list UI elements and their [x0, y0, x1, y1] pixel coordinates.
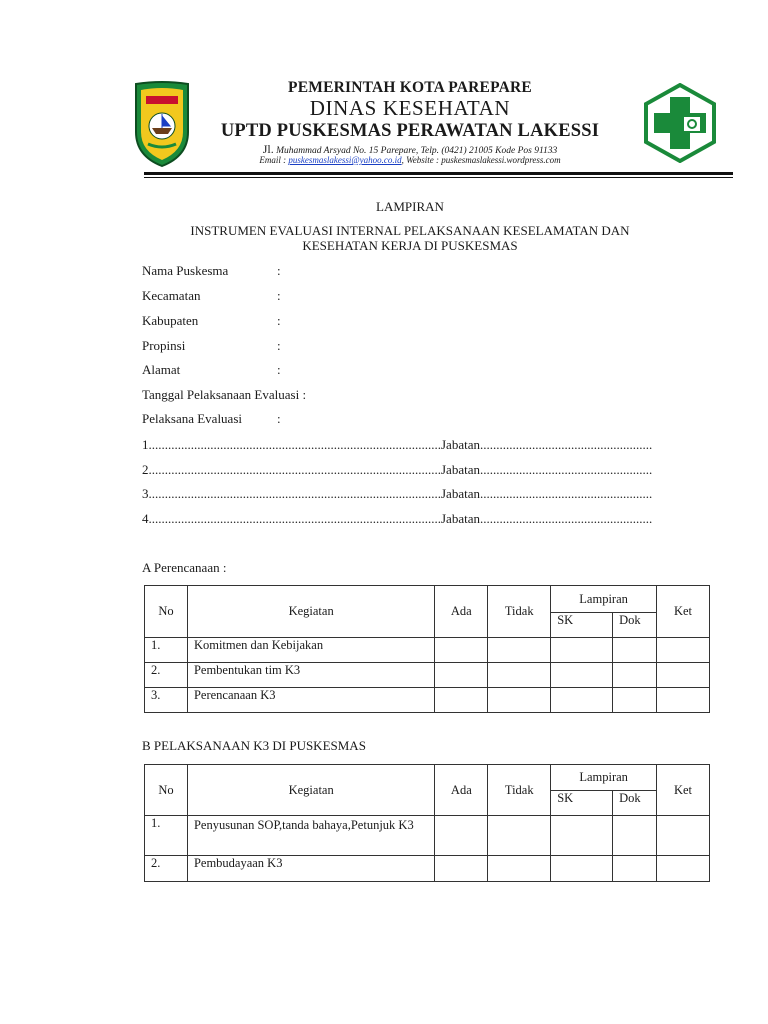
cell-ada[interactable] [435, 663, 488, 688]
cell-tidak[interactable] [488, 816, 551, 856]
cell-tidak[interactable] [488, 688, 551, 713]
section-a-title: A Perencanaan : [142, 560, 227, 575]
letterhead-unit: UPTD PUSKESMAS PERAWATAN LAKESSI [220, 121, 600, 141]
letterhead-contact: Email : puskesmaslakessi@yahoo.co.id, Website : puskesmaslakessi.wordpress.com [259, 155, 561, 165]
cell-ket[interactable] [657, 663, 710, 688]
table-row [145, 816, 710, 856]
cell-ada[interactable] [435, 816, 488, 856]
label-propinsi: Propinsi [142, 338, 186, 353]
cell-ada[interactable] [435, 856, 488, 882]
row-no: 1. [145, 638, 188, 663]
header-no: No [145, 765, 188, 816]
colon: : [277, 288, 281, 303]
title-line-2: KESEHATAN KERJA DI PUSKESMAS [302, 238, 518, 253]
cell-sk[interactable] [551, 663, 613, 688]
label-alamat: Alamat [142, 362, 181, 377]
table-row [145, 663, 710, 688]
header-kegiatan: Kegiatan [187, 586, 434, 638]
label-pelaksana-evaluasi: Pelaksana Evaluasi [142, 411, 242, 426]
title-lampiran: LAMPIRAN [376, 199, 444, 214]
website-text: Website : puskesmaslakessi.wordpress.com [406, 155, 561, 165]
row-no: 1. [145, 816, 188, 856]
row-kegiatan: Pembudayaan K3 [187, 856, 434, 882]
colon: : [277, 263, 281, 278]
header-ket: Ket [657, 765, 710, 816]
section-b-title: B PELAKSANAAN K3 DI PUSKESMAS [142, 738, 366, 753]
table-row [145, 856, 710, 882]
cell-ada[interactable] [435, 688, 488, 713]
cell-sk[interactable] [551, 688, 613, 713]
header-ada: Ada [435, 765, 488, 816]
label-kabupaten: Kabupaten [142, 313, 199, 328]
label-tanggal-evaluasi: Tanggal Pelaksanaan Evaluasi : [142, 387, 307, 402]
header-dok: Dok [613, 791, 657, 816]
section-a-table [144, 585, 710, 713]
label-nama-puskesma: Nama Puskesma [142, 263, 229, 278]
cell-tidak[interactable] [488, 638, 551, 663]
row-no: 2. [145, 856, 188, 882]
puskesmas-cross-icon [640, 83, 720, 163]
cell-sk[interactable] [551, 638, 613, 663]
signatory-line-4: 4..........................................................................................Jabatan..................................................... [142, 511, 653, 526]
header-tidak: Tidak [488, 765, 551, 816]
signatory-line-3: 3..........................................................................................Jabatan..................................................... [142, 486, 653, 501]
header-sk: SK [551, 613, 613, 638]
email-label: Email : [259, 155, 287, 165]
letterhead-government: PEMERINTAH KOTA PAREPARE [288, 79, 532, 96]
cell-sk[interactable] [551, 816, 613, 856]
cell-ada[interactable] [435, 638, 488, 663]
signatory-line-2: 2..........................................................................................Jabatan..................................................... [142, 462, 653, 477]
colon: : [277, 362, 281, 377]
header-sk: SK [551, 791, 613, 816]
cell-sk[interactable] [551, 856, 613, 882]
header-no: No [145, 586, 188, 638]
cell-dok[interactable] [613, 816, 657, 856]
row-kegiatan: Perencanaan K3 [187, 688, 434, 713]
header-lampiran: Lampiran [551, 586, 657, 613]
colon: : [277, 313, 281, 328]
cell-dok[interactable] [613, 638, 657, 663]
cell-dok[interactable] [613, 856, 657, 882]
letterhead-rule-thin [144, 177, 733, 178]
address-prefix: Jl. [262, 142, 274, 156]
table-row [145, 688, 710, 713]
cell-ket[interactable] [657, 856, 710, 882]
row-kegiatan: Penyusunan SOP,tanda bahaya,Petunjuk K3 [187, 816, 434, 856]
email-link[interactable]: puskesmaslakessi@yahoo.co.id [288, 155, 402, 165]
section-b-table [144, 764, 710, 882]
label-kecamatan: Kecamatan [142, 288, 201, 303]
title-line-1: INSTRUMEN EVALUASI INTERNAL PELAKSANAAN KESELAMATAN DAN [190, 223, 630, 238]
row-kegiatan: Pembentukan tim K3 [187, 663, 434, 688]
letterhead-department: DINAS KESEHATAN [309, 96, 511, 120]
document-title [140, 223, 680, 253]
cell-ket[interactable] [657, 638, 710, 663]
row-no: 3. [145, 688, 188, 713]
address-text: Muhammad Arsyad No. 15 Parepare, Telp. (0421) 21005 Kode Pos 91133 [276, 146, 558, 156]
cell-dok[interactable] [613, 688, 657, 713]
cell-dok[interactable] [613, 663, 657, 688]
header-ada: Ada [435, 586, 488, 638]
cell-ket[interactable] [657, 688, 710, 713]
cell-tidak[interactable] [488, 663, 551, 688]
row-no: 2. [145, 663, 188, 688]
row-kegiatan: Komitmen dan Kebijakan [187, 638, 434, 663]
header-lampiran: Lampiran [551, 765, 657, 791]
header-kegiatan: Kegiatan [187, 765, 434, 816]
table-row [145, 638, 710, 663]
cell-tidak[interactable] [488, 856, 551, 882]
colon: : [277, 338, 281, 353]
header-tidak: Tidak [488, 586, 551, 638]
colon: : [277, 411, 281, 426]
cell-ket[interactable] [657, 816, 710, 856]
header-dok: Dok [613, 613, 657, 638]
signatory-line-1: 1..........................................................................................Jabatan..................................................... [142, 437, 653, 452]
letterhead-rule-thick [144, 172, 733, 175]
parepare-emblem-icon [132, 80, 192, 168]
header-ket: Ket [657, 586, 710, 638]
